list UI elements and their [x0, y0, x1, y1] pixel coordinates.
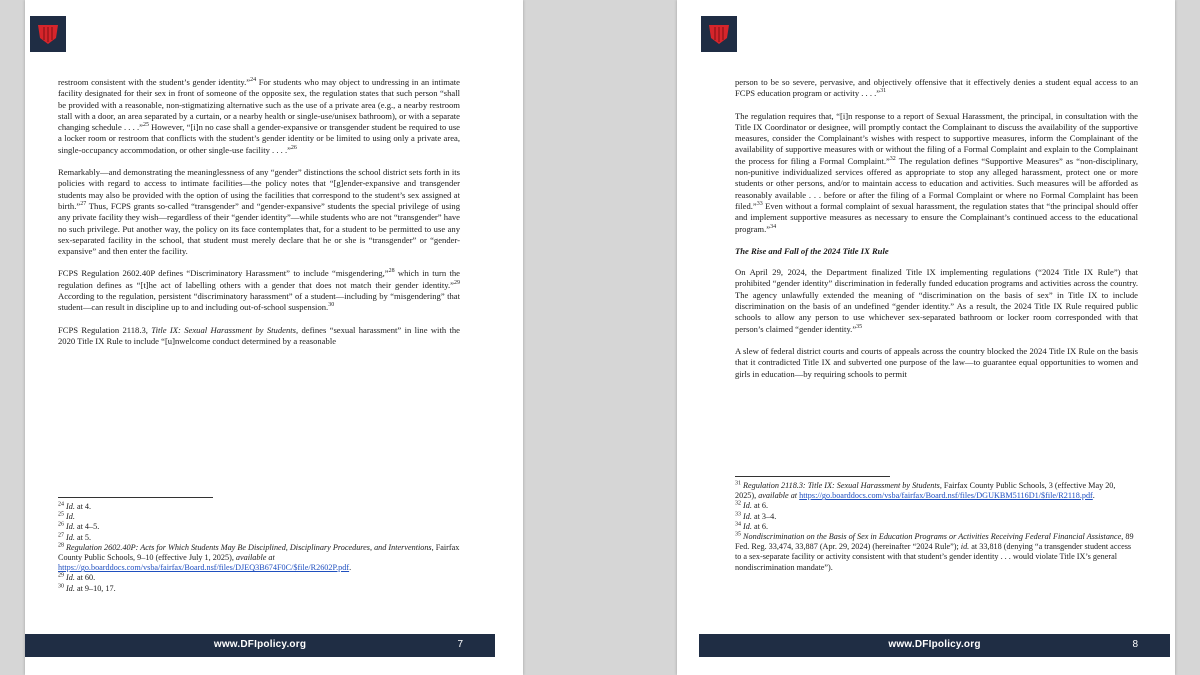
paragraph — [735, 77, 1138, 100]
text-run: at 3–4. — [751, 511, 777, 521]
italic-text: Id. — [743, 521, 752, 531]
footnote-ref: 31 — [880, 88, 887, 95]
text-run: . — [1092, 491, 1095, 501]
footnote-ref: 27 — [80, 201, 87, 208]
italic-text: Id. — [743, 511, 752, 521]
footnote-ref: 24 — [250, 77, 257, 84]
italic-text: id. — [960, 542, 970, 552]
footer-url[interactable]: www.DFIpolicy.org — [888, 639, 981, 650]
footnote-ref: 27 — [58, 531, 64, 538]
text-run: According to the regulation, persistent “discriminatory harassment” of a student—including by “misgendering” that student—can result in discipline up to and including out-of-school suspension. — [58, 291, 460, 313]
footnote-ref: 25 — [58, 511, 64, 518]
text-run: at 9–10, 17. — [74, 583, 116, 593]
text-run: Remarkably—and demonstrating the meaninglessness of any “gender” distinctions the school district sets forth in its policies with regard to access to intimate facilities—the policy notes that “[g]ender-expansive and transgender students may also be provided with the option of using the facilities that correspond to the student’s sex assigned at birth.” — [58, 167, 460, 211]
footnote-ref: 29 — [454, 279, 460, 286]
footnote — [735, 522, 1138, 532]
text-run: FCPS Regulation 2602.40P defines “Discriminatory Harassment” to include “misgendering,” — [58, 268, 389, 279]
footnote-ref: 32 — [735, 500, 741, 507]
italic-text: Regulation 2118.3: Title IX: Sexual Harassment by Students — [743, 481, 940, 490]
page-body — [735, 77, 1138, 391]
footnote-ref: 33 — [756, 201, 763, 208]
text-run: , Fairfax County Public Schools, 3 (effective May 20, 2025), — [735, 481, 1116, 501]
footnote-ref: 26 — [290, 144, 297, 151]
italic-text: Id. — [66, 512, 75, 522]
footnotes — [58, 502, 460, 594]
text-run: at 4–5. — [74, 522, 100, 532]
footnote-ref: 30 — [58, 582, 64, 589]
text-run: at 60. — [74, 573, 96, 583]
footnote-ref: 26 — [58, 521, 64, 528]
footnote-ref: 31 — [735, 480, 741, 487]
paragraph — [735, 346, 1138, 380]
footnote — [58, 533, 460, 543]
dfi-logo-icon — [30, 16, 66, 52]
text-run: at 6. — [751, 521, 769, 531]
text-run: The regulation requires that, “[i]n response to a report of Sexual Harassment, the principal, in consultation with the Title IX Coordinator or designee, will promptly contact the Complainant to discuss the availability of the supportive measures, consider the Complainant’s wishes with respect to supportive measures, inform the Complainant of the availability of supportive measures with or without the filing of a Formal Complaint and explain to the Complainant the process for filing a Formal Complaint.” — [735, 110, 1138, 166]
italic-text: Id. — [66, 532, 75, 542]
italic-text: available at — [235, 553, 275, 563]
footnote-ref: 34 — [735, 521, 741, 528]
footnote-ref: 35 — [856, 323, 863, 330]
text-run: . — [349, 563, 352, 573]
italic-text: Id. — [66, 583, 75, 593]
text-run: at 4. — [74, 502, 92, 511]
text-run: , 89 Fed. Reg. 33,474, 33,887 (Apr. 29, 2024) (hereinafter “2024 Rule”); — [735, 532, 1134, 552]
italic-text: Title IX: Sexual Harassment by Students — [151, 324, 296, 335]
footnote-ref: 32 — [889, 155, 896, 162]
paragraph — [735, 111, 1138, 235]
text-run: Thus, FCPS grants so-called “transgender” and “gender-expansive” students the special privilege of using any private facility they wish—regardless of their “gender identity”—while students who are not “transgender” have no such privilege. Put another way, the policy on its face contemplates that, for a student to be permitted to use any sex-separated facility in the school, that student must merely declare that he or she is “transgender” or “gender-expansive” and then enter the facility. — [58, 200, 460, 257]
italic-text: Id. — [743, 501, 752, 511]
page-number: 8 — [1132, 639, 1138, 650]
footnote-ref: 28 — [58, 542, 64, 549]
text-run: restroom consistent with the student’s gender identity.” — [58, 77, 251, 87]
italic-text: available at — [758, 491, 798, 501]
italic-text: Id. — [66, 522, 75, 532]
footnote — [735, 532, 1138, 573]
footnote — [58, 502, 460, 512]
italic-text: Regulation 2602.40P: Acts for Which Students May Be Disciplined, Disciplinary Procedures, and Interventions — [66, 542, 432, 552]
text-run: at 6. — [751, 501, 769, 511]
footnote — [735, 481, 1138, 501]
page-body — [58, 77, 460, 358]
text-run: Even without a formal complaint of sexual harassment, the regulation states that “the principal should offer and implement supportive measures as necessary to ensure the Complainant’s continued access to the educational program.” — [735, 200, 1138, 234]
page-number: 7 — [457, 639, 463, 650]
footnote — [58, 512, 460, 522]
text-run: A slew of federal district courts and courts of appeals across the country blocked the 2024 Title IX Rule on the basis that it contradicted Title IX and subverted one purpose of the law—to guarantee equal opportunities to women and girls in education—by requiring schools to permit — [735, 345, 1138, 379]
footnote-ref: 24 — [58, 501, 64, 508]
footnote-ref: 28 — [388, 268, 395, 275]
footnote-ref: 30 — [328, 302, 335, 309]
text-run: On April 29, 2024, the Department finalized Title IX implementing regulations (“2024 Title IX Rule”) that prohibited “gender identity” discrimination in federally funded education programs and activities across the country. The agency unlawfully extended the meaning of “discrimination on the basis of sex” in Title IX to include discrimination on the basis of an undefined “gender identity.” As a result, the 2024 Title IX Rule required public schools to allow any person to use whichever sex-separated bathroom or locker room corresponded with that person’s claimed “gender identity.” — [735, 267, 1138, 334]
footnote-divider — [58, 497, 213, 498]
italic-text: Id. — [66, 502, 75, 511]
text-run: person to be so severe, pervasive, and objectively offensive that it effectively denies a student equal access to an FCPS education program or activity . . . .” — [735, 77, 1138, 99]
paragraph — [58, 268, 460, 313]
text-run: at 33,818 (denying “a transgender student access to a sex-separate facility or activity consistent with that student’s gender identity . . . would violate Title IX’s general nondiscrimination mandate”). — [735, 542, 1132, 572]
footnote-ref: 33 — [735, 510, 741, 517]
page-7 — [25, 0, 523, 675]
page-footer — [25, 634, 495, 657]
paragraph — [58, 325, 460, 348]
page-footer — [699, 634, 1170, 657]
footnote — [735, 501, 1138, 511]
footnote-ref: 25 — [142, 122, 149, 129]
footnote — [58, 573, 460, 583]
footer-url[interactable]: www.DFIpolicy.org — [213, 639, 307, 650]
text-run: which in turn the regulation defines as “[t]he act of labelling others with a gender that does not match their gender identity.” — [58, 268, 460, 290]
footnotes — [735, 481, 1138, 573]
footnote — [58, 543, 460, 574]
footnote — [58, 522, 460, 532]
italic-text: Id. — [66, 573, 75, 583]
paragraph — [58, 167, 460, 257]
paragraph — [735, 267, 1138, 335]
dfi-logo-icon — [701, 16, 737, 52]
source-link[interactable]: https://go.boarddocs.com/vsba/fairfax/Board.nsf/files/DGUKBM5116D1/$file/R2118.pdf — [799, 491, 1093, 501]
text-run: at 5. — [74, 532, 92, 542]
paragraph — [58, 77, 460, 156]
footnote — [735, 512, 1138, 522]
text-run: For students who may object to undressing in an intimate facility designated for their sex in front of someone of the opposite sex, the regulation states that such person “shall be provided with a reasonable, non-stigmatizing alternative such as the use of a private area (e.g., a nearby restroom stall with a door, an area separated by a curtain, or a nearby health or single-use/unisex bathroom), or with a separate changing schedule . . . .” — [58, 77, 460, 133]
footnote-ref: 29 — [58, 572, 64, 579]
text-run: The regulation defines “Supportive Measures” as “non-disciplinary, non-punitive individualized services offered as appropriate to stop any alleged harassment, protect one or more students or other persons, and/or to maintain access to education and activities. Such measures will be afforded as reasonably available . . . before or after the filing of a Formal Complaint or where no Formal Complaint has been filed.” — [735, 155, 1138, 211]
section-heading: The Rise and Fall of the 2024 Title IX Rule — [735, 245, 889, 256]
footnote-ref: 34 — [770, 223, 777, 230]
page-8 — [677, 0, 1175, 675]
text-run: , defines “sexual harassment” in line with the 2020 Title IX Rule to include “[u]nwelcome conduct determined by a reasonable — [58, 324, 460, 346]
text-run: FCPS Regulation 2118.3, — [58, 324, 152, 335]
footnote — [58, 584, 460, 594]
text-run: However, “[i]n no case shall a gender-expansive or transgender student be required to use a locker room or restroom that conflicts with the student’s gender identity or be limited to using only a private area, single-occupancy accommodation, or other single-use facility . . . .” — [58, 122, 460, 155]
italic-text: Nondiscrimination on the Basis of Sex in Education Programs or Activities Receiving Federal Financial Assistance — [743, 532, 1122, 542]
source-link[interactable]: https://go.boarddocs.com/vsba/fairfax/Board.nsf/files/DJEQ3B674F0C/$file/R2602P.pdf — [58, 563, 350, 573]
footnote-ref: 35 — [735, 531, 741, 538]
footnote-divider — [735, 476, 890, 477]
text-run: , Fairfax County Public Schools, 9–10 (effective July 1, 2025), — [58, 542, 460, 563]
